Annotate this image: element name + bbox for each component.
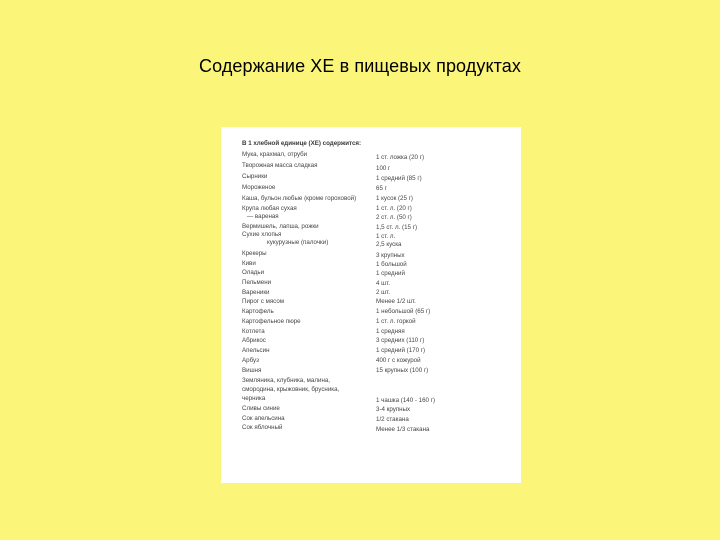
item-amount: 100 г [376, 165, 391, 172]
item-amount: 1 ст. л. горкой [376, 318, 416, 325]
item-amount: 3 крупных [376, 252, 405, 259]
item-amount: 1 ст. ложка (20 г) [376, 154, 425, 161]
item-amount: 1 средняя [376, 328, 405, 335]
item-name: Оладьи [242, 269, 265, 276]
item-name: Абрикос [242, 337, 266, 344]
item-name: Сливы синие [242, 405, 280, 412]
item-name: Мука, крахмал, отруби [242, 151, 308, 158]
item-name: Пельмени [242, 279, 272, 286]
item-name: Крупа любая сухая [242, 205, 297, 212]
item-amount: 1 средний [376, 270, 405, 277]
item-name: Вишня [242, 367, 262, 374]
item-name: Арбуз [242, 357, 259, 364]
item-amount: 1,5 ст. л. (15 г) [376, 224, 418, 231]
item-name: — вареная [247, 213, 279, 220]
slide-title: Содержание ХЕ в пищевых продуктах [199, 56, 521, 76]
item-amount: 1 большой [376, 261, 407, 268]
item-name: черника [242, 395, 266, 402]
item-name: Сырники [242, 173, 268, 180]
item-amount: 1/2 стакана [376, 416, 409, 423]
item-amount: 1 ст. л. [376, 233, 396, 240]
scanned-document [221, 127, 521, 483]
item-name: Котлета [242, 328, 265, 335]
item-amount: 3-4 крупных [376, 406, 411, 413]
item-name: Творожная масса сладкая [242, 162, 318, 169]
item-amount: 1 ст. л. (20 г) [376, 205, 412, 212]
item-name: Каша, бульон любые (кроме гороховой) [242, 195, 357, 202]
item-amount: 400 г с кожурой [376, 357, 421, 364]
item-amount: 2 ст. л. (50 г) [376, 214, 412, 221]
item-amount: 1 чашка (140 - 160 г) [376, 397, 436, 404]
item-amount: 1 средний (170 г) [376, 347, 426, 354]
item-name: Сок яблочный [242, 424, 283, 431]
item-name: кукурузные (палочки) [267, 239, 329, 246]
item-amount: 1 небольшой (65 г) [376, 308, 431, 315]
item-name: смородина, крыжовник, брусника, [242, 386, 340, 393]
item-name: Киви [242, 260, 256, 267]
item-amount: 1 средний (85 г) [376, 175, 422, 182]
item-name: Мороженое [242, 184, 276, 191]
item-name: Вермишель, лапша, рожки [242, 223, 319, 230]
item-amount: Менее 1/3 стакана [376, 426, 430, 433]
item-name: Картофель [242, 308, 274, 315]
item-name: Сухие хлопья [242, 231, 282, 238]
item-amount: 65 г [376, 185, 387, 192]
document-heading: В 1 хлебной единице (ХЕ) содержится: [242, 140, 362, 147]
item-name: Вареники [242, 289, 270, 296]
item-amount: 2 шт. [376, 289, 390, 296]
item-amount: Менее 1/2 шт. [376, 298, 416, 305]
item-amount: 4 шт. [376, 280, 390, 287]
item-name: Земляника, клубника, малина, [242, 377, 331, 384]
item-name: Апельсин [242, 347, 270, 354]
item-amount: 2,5 куска [376, 241, 402, 248]
item-amount: 1 кусок (25 г) [376, 195, 413, 202]
item-amount: 3 средних (110 г) [376, 337, 425, 344]
item-name: Сок апельсина [242, 415, 285, 422]
item-name: Пирог с мясом [242, 298, 285, 305]
item-name: Картофельное пюре [242, 318, 301, 325]
item-name: Крекеры [242, 250, 267, 257]
item-amount: 15 крупных (100 г) [376, 367, 429, 374]
